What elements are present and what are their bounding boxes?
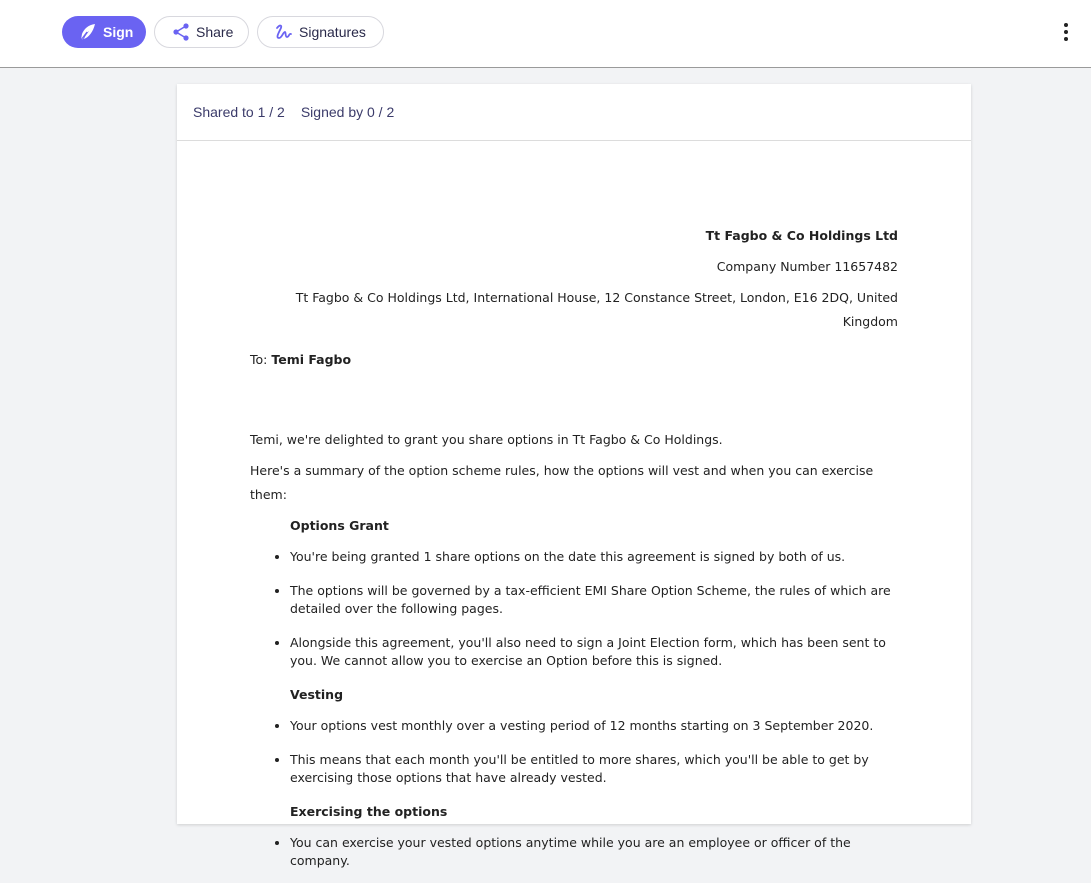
- share-button-label: Share: [196, 24, 234, 40]
- list-item: • Your options vest monthly over a vesting period of 12 months starting on 3 September 2020.: [290, 714, 898, 735]
- share-icon: [171, 22, 191, 42]
- company-name: Tt Fagbo & Co Holdings Ltd: [705, 228, 898, 243]
- list-item: • Alongside this agreement, you'll also need to sign a Joint Election form, which has been sent to you. We cannot allow you to exercise an Option before this is signed.: [290, 631, 898, 670]
- intro-paragraph: Temi, we're delighted to grant you share options in Tt Fagbo & Co Holdings.: [250, 432, 723, 447]
- top-toolbar: [0, 0, 1091, 68]
- sign-button-label: Sign: [103, 24, 134, 40]
- letter-body: [250, 224, 898, 883]
- sign-button[interactable]: [62, 16, 146, 48]
- document-card: [177, 84, 971, 868]
- signature-scribble-icon: [274, 22, 294, 42]
- list-item: • The options will be governed by a tax-efficient EMI Share Option Scheme, the rules of which are detailed over the following pages.: [290, 579, 898, 618]
- list-item: • You can exercise your vested options anytime while you are an employee or officer of the company.: [290, 831, 898, 870]
- list-item: • You're being granted 1 share options on the date this agreement is signed by both of us.: [290, 545, 898, 566]
- options-grant-list: [250, 545, 898, 670]
- feather-pen-icon: [78, 22, 98, 42]
- section-heading-vesting: Vesting: [290, 687, 344, 702]
- signatures-button-label: Signatures: [299, 24, 366, 40]
- company-address: Tt Fagbo & Co Holdings Ltd, International House, 12 Constance Street, London, E16 2DQ, United Kingdom: [295, 290, 898, 329]
- recipient-line: [250, 348, 898, 372]
- signed-count: Signed by 0 / 2: [300, 104, 395, 120]
- signatures-button[interactable]: [257, 16, 384, 48]
- vesting-list: [250, 714, 898, 787]
- to-prefix: To:: [250, 352, 272, 367]
- list-item: • This means that each month you'll be entitled to more shares, which you'll be able to get by exercising those options that have already vested.: [290, 748, 898, 787]
- summary-paragraph: Here's a summary of the option scheme rules, how the options will vest and when you can exercise them:: [250, 463, 874, 502]
- company-number: Company Number 11657482: [716, 259, 898, 274]
- section-heading-options-grant: Options Grant: [290, 518, 389, 533]
- recipient-name: Temi Fagbo: [271, 352, 352, 367]
- more-vertical-icon[interactable]: [1055, 20, 1077, 44]
- share-button[interactable]: [154, 16, 249, 48]
- exercising-list: [250, 831, 898, 870]
- section-heading-exercising: Exercising the options: [290, 804, 448, 819]
- shared-count: Shared to 1 / 2: [193, 104, 285, 120]
- signing-status-bar: [177, 84, 971, 141]
